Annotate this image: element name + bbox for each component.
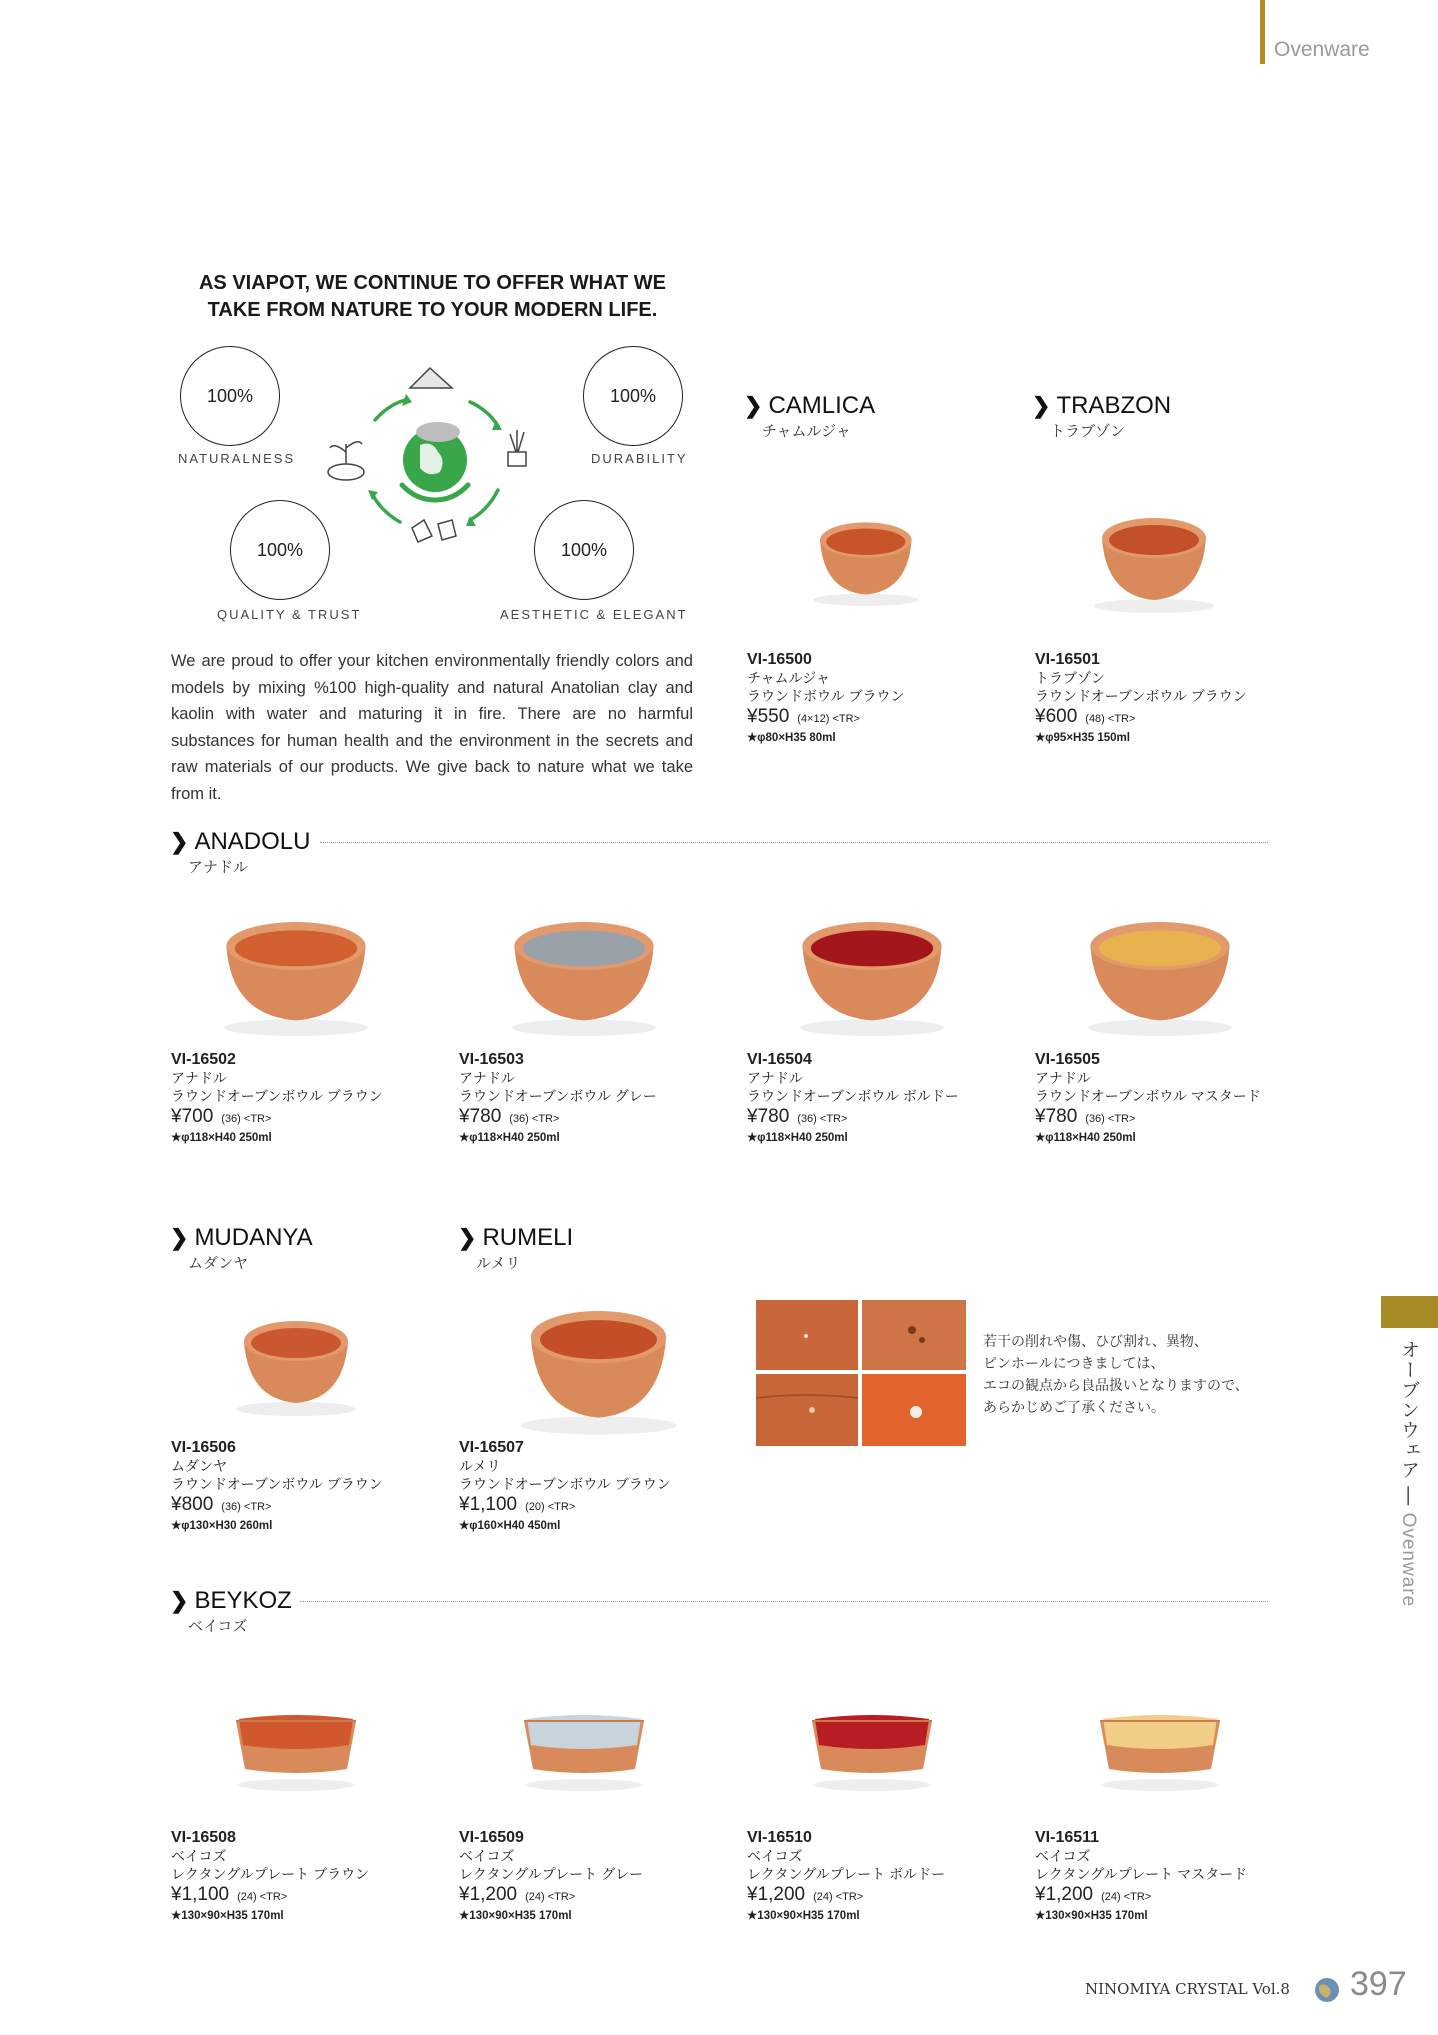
section-subtitle: アナドル: [188, 859, 249, 876]
section-divider: [320, 842, 1268, 843]
product-item: [171, 1438, 383, 1534]
globe-logo-icon: [1313, 1976, 1341, 2004]
product-price: ¥600: [1035, 706, 1078, 727]
product-name: ラウンドオーブンボウル マスタード: [1035, 1088, 1261, 1104]
product-image: [211, 1291, 381, 1421]
plant-pot-icon: [508, 430, 526, 466]
soil-icon: [410, 368, 452, 388]
naturalness-label: NATURALNESS: [178, 451, 296, 466]
section-title: CAMLICA: [768, 392, 876, 419]
product-pack: (4×12) <TR>: [797, 713, 860, 725]
product-pack: (24) <TR>: [237, 1891, 288, 1903]
product-name: ラウンドオーブンボウル ボルドー: [747, 1088, 959, 1104]
product-series: チャムルジャ: [747, 670, 830, 686]
defect-notice: [983, 1330, 1283, 1418]
product-code: VI-16510: [747, 1829, 812, 1846]
product-image: [787, 1673, 957, 1803]
product-series: トラブゾン: [1035, 670, 1105, 686]
product-item: [171, 1050, 383, 1146]
product-dimensions: ★130×90×H35 170ml: [1035, 1910, 1148, 1922]
product-code: VI-16505: [1035, 1051, 1100, 1068]
product-code: VI-16511: [1035, 1829, 1100, 1846]
product-price: ¥800: [171, 1494, 214, 1515]
product-pack: (36) <TR>: [1085, 1113, 1136, 1125]
product-code: VI-16503: [459, 1051, 524, 1068]
section-title: TRABZON: [1056, 392, 1172, 419]
notice-line: ピンホールにつきましては、: [983, 1355, 1165, 1371]
product-item: [747, 1828, 945, 1924]
product-dimensions: ★130×90×H35 170ml: [171, 1910, 284, 1922]
product-dimensions: ★φ160×H40 450ml: [459, 1520, 561, 1532]
product-dimensions: ★φ118×H40 250ml: [459, 1132, 560, 1144]
product-image: [211, 1673, 381, 1803]
product-code: VI-16509: [459, 1829, 524, 1846]
product-series: ルメリ: [459, 1458, 501, 1474]
product-series: ムダンヤ: [171, 1458, 228, 1474]
product-pack: (36) <TR>: [509, 1113, 560, 1125]
product-code: VI-16500: [747, 651, 812, 668]
product-item: [1035, 650, 1247, 746]
quality-trust-circle: [230, 500, 330, 600]
product-series: アナドル: [1035, 1070, 1091, 1086]
product-image: [1058, 886, 1262, 1042]
product-price: ¥1,200: [747, 1884, 806, 1905]
product-dimensions: ★φ95×H35 150ml: [1035, 732, 1130, 744]
aesthetic-value: 100%: [560, 539, 608, 560]
product-price: ¥550: [747, 706, 790, 727]
header-accent-bar: [1260, 0, 1265, 64]
product-pack: (24) <TR>: [813, 1891, 864, 1903]
product-series: アナドル: [747, 1070, 803, 1086]
section-beykoz: [170, 1587, 292, 1636]
product-name: ラウンドオーブンボウル ブラウン: [171, 1088, 383, 1104]
product-item: [1035, 1050, 1261, 1146]
product-dimensions: ★φ118×H40 250ml: [747, 1132, 848, 1144]
section-subtitle: ムダンヤ: [188, 1255, 249, 1272]
section-title: RUMELI: [482, 1224, 574, 1251]
product-series: ベイコズ: [171, 1848, 227, 1864]
side-tab-marker: [1381, 1296, 1438, 1328]
section-subtitle: ベイコズ: [188, 1618, 248, 1635]
product-series: ベイコズ: [459, 1848, 515, 1864]
product-image: [499, 1673, 669, 1803]
product-pack: (36) <TR>: [797, 1113, 848, 1125]
product-series: ベイコズ: [747, 1848, 803, 1864]
product-price: ¥1,100: [171, 1884, 230, 1905]
section-subtitle: チャムルジャ: [762, 423, 851, 440]
product-pack: (36) <TR>: [221, 1113, 272, 1125]
section-anadolu: [170, 828, 310, 877]
product-price: ¥700: [171, 1106, 214, 1127]
sprout-icon: [328, 442, 364, 480]
product-name: ラウンドボウル ブラウン: [747, 688, 905, 704]
section-title: MUDANYA: [194, 1224, 313, 1251]
section-subtitle: トラブゾン: [1050, 423, 1126, 440]
broken-pottery-icon: [412, 520, 456, 542]
product-name: レクタングルプレート マスタード: [1035, 1866, 1248, 1882]
product-name: ラウンドオーブンボウル ブラウン: [1035, 688, 1247, 704]
durability-value: 100%: [609, 385, 657, 406]
product-item: [171, 1828, 369, 1924]
product-image: [1069, 488, 1239, 618]
product-item: [459, 1438, 671, 1534]
product-item: [459, 1050, 657, 1146]
product-pack: (48) <TR>: [1085, 713, 1136, 725]
eco-cycle-illustration: [320, 360, 550, 560]
product-code: VI-16501: [1035, 651, 1100, 668]
product-name: レクタングルプレート ブラウン: [171, 1866, 370, 1882]
section-camlica: [744, 392, 875, 441]
product-series: アナドル: [459, 1070, 515, 1086]
product-dimensions: ★130×90×H35 170ml: [747, 1910, 860, 1922]
product-image: [488, 1272, 709, 1441]
page-number: 397: [1350, 1965, 1407, 2003]
product-series: アナドル: [171, 1070, 227, 1086]
chevron-right-icon: ❯: [170, 1225, 189, 1250]
side-tab-label: [1395, 1340, 1422, 1607]
product-image: [791, 496, 941, 610]
naturalness-circle: [180, 346, 280, 446]
product-name: レクタングルプレート グレー: [459, 1866, 644, 1882]
product-series: ベイコズ: [1035, 1848, 1091, 1864]
product-name: ラウンドオーブンボウル ブラウン: [459, 1476, 671, 1492]
cloud-icon: [416, 422, 460, 442]
notice-line: あらかじめご了承ください。: [983, 1399, 1165, 1415]
product-pack: (20) <TR>: [525, 1501, 576, 1513]
durability-circle: [583, 346, 683, 446]
product-code: VI-16508: [171, 1829, 236, 1846]
section-subtitle: ルメリ: [476, 1255, 521, 1272]
quality-trust-label: QUALITY & TRUST: [217, 607, 362, 622]
product-code: VI-16502: [171, 1051, 236, 1068]
chevron-right-icon: ❯: [170, 829, 189, 854]
side-tab-ja: オーブンウェア: [1398, 1340, 1419, 1480]
product-dimensions: ★φ80×H35 80ml: [747, 732, 836, 744]
naturalness-value: 100%: [206, 385, 254, 406]
product-price: ¥780: [459, 1106, 502, 1127]
product-item: [459, 1828, 643, 1924]
product-image: [194, 886, 398, 1042]
intro-body: We are proud to offer your kitchen environmentally friendly colors and models by mixing %100 high-quality and natural Anatolian clay and kaolin with water and maturing it in fire. There are no harmful substances for human health and the environment in the secrets and raw materials of our products. We give back to nature what we take from it.: [171, 652, 693, 803]
catalog-name: NINOMIYA CRYSTAL Vol.8: [1085, 1980, 1290, 1998]
product-code: VI-16506: [171, 1439, 236, 1456]
section-rumeli: [458, 1224, 573, 1273]
product-code: VI-16504: [747, 1051, 812, 1068]
product-item: [747, 1050, 959, 1146]
quality-trust-value: 100%: [256, 539, 304, 560]
section-title: ANADOLU: [194, 828, 311, 855]
notice-line: エコの観点から良品扱いとなりますので、: [983, 1377, 1249, 1393]
section-divider: [300, 1601, 1268, 1602]
section-title: BEYKOZ: [194, 1587, 292, 1614]
product-price: ¥780: [747, 1106, 790, 1127]
product-name: レクタングルプレート ボルドー: [747, 1866, 946, 1882]
category-heading: Ovenware: [1274, 38, 1370, 61]
chevron-right-icon: ❯: [458, 1225, 477, 1250]
aesthetic-label: AESTHETIC & ELEGANT: [500, 607, 688, 622]
notice-line: 若干の削れや傷、ひび割れ、異物、: [983, 1333, 1208, 1349]
product-pack: (24) <TR>: [525, 1891, 576, 1903]
product-image: [1075, 1673, 1245, 1803]
intro-title: AS VIAPOT, WE CONTINUE TO OFFER WHAT WE TAKE FROM NATURE TO YOUR MODERN LIFE.: [198, 272, 667, 321]
product-price: ¥780: [1035, 1106, 1078, 1127]
product-dimensions: ★φ118×H40 250ml: [171, 1132, 272, 1144]
product-pack: (24) <TR>: [1101, 1891, 1152, 1903]
product-dimensions: ★130×90×H35 170ml: [459, 1910, 572, 1922]
side-tab-en: Ovenware: [1398, 1512, 1419, 1608]
product-price: ¥1,200: [1035, 1884, 1094, 1905]
product-image: [482, 886, 686, 1042]
product-item: [747, 650, 904, 746]
product-name: ラウンドオーブンボウル ブラウン: [171, 1476, 383, 1492]
defect-sample-photos: [756, 1300, 966, 1446]
product-name: ラウンドオーブンボウル グレー: [459, 1088, 657, 1104]
chevron-right-icon: ❯: [1032, 393, 1051, 418]
section-trabzon: [1032, 392, 1171, 441]
chevron-right-icon: ❯: [170, 1588, 189, 1613]
durability-label: DURABILITY: [591, 451, 688, 466]
chevron-right-icon: ❯: [744, 393, 763, 418]
product-dimensions: ★φ130×H30 260ml: [171, 1520, 273, 1532]
product-price: ¥1,100: [459, 1494, 518, 1515]
product-price: ¥1,200: [459, 1884, 518, 1905]
product-code: VI-16507: [459, 1439, 524, 1456]
product-dimensions: ★φ118×H40 250ml: [1035, 1132, 1136, 1144]
product-pack: (36) <TR>: [221, 1501, 272, 1513]
section-mudanya: [170, 1224, 313, 1273]
side-tab-sep: —: [1398, 1480, 1419, 1513]
product-item: [1035, 1828, 1247, 1924]
product-image: [770, 886, 974, 1042]
